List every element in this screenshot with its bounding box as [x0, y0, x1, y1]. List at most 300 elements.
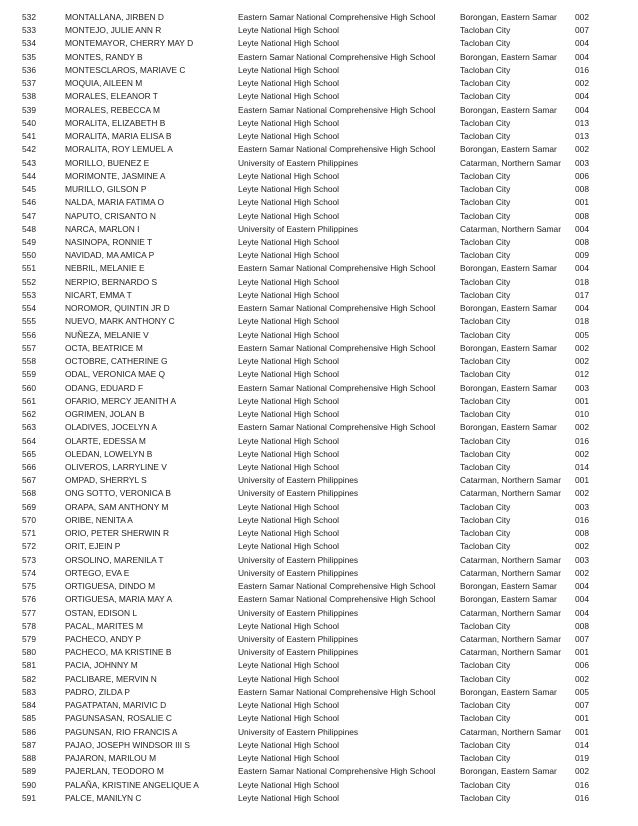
room-code: 001 — [575, 713, 589, 724]
examinee-list — [0, 11, 638, 805]
examinee-name: PADRO, ZILDA P — [65, 686, 130, 697]
room-code: 006 — [575, 170, 589, 181]
examinee-name: NASINOPA, RONNIE T — [65, 236, 153, 247]
school-name: Leyte National High School — [238, 236, 340, 247]
examinee-name: OSTAN, EDISON L — [65, 607, 137, 618]
examinee-name: MORALES, ELEANOR T — [65, 91, 158, 102]
table-row — [0, 554, 638, 567]
row-number: 564 — [22, 435, 36, 446]
room-code: 004 — [575, 91, 589, 102]
school-location: Borongan, Eastern Samar — [460, 303, 557, 314]
school-name: Leyte National High School — [238, 184, 340, 195]
room-code: 002 — [575, 567, 589, 578]
table-row — [0, 580, 638, 593]
examinee-name: PAGUNSAN, RIO FRANCIS A — [65, 726, 178, 737]
school-location: Borongan, Eastern Samar — [460, 104, 557, 115]
row-number: 585 — [22, 713, 36, 724]
row-number: 584 — [22, 700, 36, 711]
row-number: 571 — [22, 528, 36, 539]
school-name: Leyte National High School — [238, 250, 340, 261]
examinee-name: NUEVO, MARK ANTHONY C — [65, 316, 175, 327]
examinee-name: ORSOLINO, MARENILA T — [65, 554, 164, 565]
table-row — [0, 143, 638, 156]
examinee-name: OLADIVES, JOCELYN A — [65, 422, 158, 433]
table-row — [0, 24, 638, 37]
examinee-name: MONTEMAYOR, CHERRY MAY D — [65, 38, 194, 49]
row-number: 539 — [22, 104, 36, 115]
table-row — [0, 461, 638, 474]
row-number: 559 — [22, 369, 36, 380]
room-code: 014 — [575, 739, 589, 750]
school-location: Catarman, Northern Samar — [460, 157, 562, 168]
room-code: 013 — [575, 131, 589, 142]
school-name: Leyte National High School — [238, 461, 340, 472]
school-name: Eastern Samar National Comprehensive High School — [238, 382, 436, 393]
row-number: 560 — [22, 382, 36, 393]
table-row — [0, 699, 638, 712]
school-location: Tacloban City — [460, 210, 511, 221]
row-number: 544 — [22, 170, 36, 181]
examinee-name: OGRIMEN, JOLAN B — [65, 409, 145, 420]
room-code: 001 — [575, 197, 589, 208]
school-name: Leyte National High School — [238, 369, 340, 380]
row-number: 579 — [22, 634, 36, 645]
table-row — [0, 739, 638, 752]
school-name: Eastern Samar National Comprehensive High School — [238, 303, 436, 314]
row-number: 546 — [22, 197, 36, 208]
school-name: Leyte National High School — [238, 528, 340, 539]
table-row — [0, 792, 638, 805]
table-row — [0, 77, 638, 90]
row-number: 533 — [22, 25, 36, 36]
school-location: Tacloban City — [460, 739, 511, 750]
school-location: Tacloban City — [460, 753, 511, 764]
examinee-name: PALAÑA, KRISTINE ANGELIQUE A — [65, 779, 199, 790]
row-number: 537 — [22, 78, 36, 89]
school-name: University of Eastern Philippines — [238, 647, 359, 658]
table-row — [0, 448, 638, 461]
table-row — [0, 104, 638, 117]
school-name: Leyte National High School — [238, 210, 340, 221]
room-code: 002 — [575, 448, 589, 459]
school-name: University of Eastern Philippines — [238, 488, 359, 499]
school-name: Leyte National High School — [238, 78, 340, 89]
row-number: 558 — [22, 356, 36, 367]
school-name: Leyte National High School — [238, 620, 340, 631]
room-code: 002 — [575, 356, 589, 367]
row-number: 589 — [22, 766, 36, 777]
room-code: 003 — [575, 501, 589, 512]
row-number: 576 — [22, 594, 36, 605]
school-name: Eastern Samar National Comprehensive High School — [238, 342, 436, 353]
examinee-name: OLEDAN, LOWELYN B — [65, 448, 153, 459]
school-location: Tacloban City — [460, 501, 511, 512]
table-row — [0, 276, 638, 289]
school-name: Leyte National High School — [238, 38, 340, 49]
examinee-name: ORIBE, NENITA A — [65, 514, 133, 525]
table-row — [0, 408, 638, 421]
school-location: Tacloban City — [460, 395, 511, 406]
table-row — [0, 726, 638, 739]
room-code: 010 — [575, 409, 589, 420]
room-code: 008 — [575, 620, 589, 631]
room-code: 006 — [575, 660, 589, 671]
examinee-name: MONTEJO, JULIE ANN R — [65, 25, 162, 36]
examinee-name: OMPAD, SHERRYL S — [65, 475, 147, 486]
school-name: Leyte National High School — [238, 64, 340, 75]
room-code: 017 — [575, 289, 589, 300]
row-number: 543 — [22, 157, 36, 168]
examinee-name: ODANG, EDUARD F — [65, 382, 144, 393]
school-name: Leyte National High School — [238, 514, 340, 525]
room-code: 018 — [575, 276, 589, 287]
school-location: Borongan, Eastern Samar — [460, 594, 557, 605]
table-row — [0, 487, 638, 500]
room-code: 001 — [575, 726, 589, 737]
room-code: 004 — [575, 594, 589, 605]
school-name: Eastern Samar National Comprehensive High School — [238, 263, 436, 274]
school-location: Tacloban City — [460, 316, 511, 327]
school-location: Borongan, Eastern Samar — [460, 342, 557, 353]
table-row — [0, 130, 638, 143]
room-code: 016 — [575, 64, 589, 75]
school-name: University of Eastern Philippines — [238, 157, 359, 168]
room-code: 002 — [575, 488, 589, 499]
room-code: 001 — [575, 647, 589, 658]
room-code: 003 — [575, 554, 589, 565]
school-location: Borongan, Eastern Samar — [460, 382, 557, 393]
room-code: 002 — [575, 673, 589, 684]
school-location: Tacloban City — [460, 779, 511, 790]
examinee-name: MORALITA, ROY LEMUEL A — [65, 144, 173, 155]
school-name: University of Eastern Philippines — [238, 634, 359, 645]
room-code: 009 — [575, 250, 589, 261]
row-number: 590 — [22, 779, 36, 790]
examinee-name: MORILLO, BUENEZ E — [65, 157, 150, 168]
examinee-name: MONTALLANA, JIRBEN D — [65, 12, 164, 22]
school-name: Eastern Samar National Comprehensive High School — [238, 581, 436, 592]
table-row — [0, 474, 638, 487]
row-number: 581 — [22, 660, 36, 671]
school-name: Eastern Samar National Comprehensive High School — [238, 104, 436, 115]
row-number: 542 — [22, 144, 36, 155]
row-number: 583 — [22, 686, 36, 697]
row-number: 532 — [22, 12, 36, 22]
examinee-name: MURILLO, GILSON P — [65, 184, 147, 195]
row-number: 563 — [22, 422, 36, 433]
examinee-name: OCTOBRE, CATHERINE G — [65, 356, 168, 367]
row-number: 557 — [22, 342, 36, 353]
row-number: 572 — [22, 541, 36, 552]
examinee-name: ORIT, EJEIN P — [65, 541, 121, 552]
examinee-name: ORTIGUESA, MARIA MAY A — [65, 594, 173, 605]
school-name: Leyte National High School — [238, 739, 340, 750]
examinee-name: NERPIO, BERNARDO S — [65, 276, 158, 287]
table-row — [0, 593, 638, 606]
school-location: Tacloban City — [460, 276, 511, 287]
school-name: Leyte National High School — [238, 753, 340, 764]
table-row — [0, 329, 638, 342]
row-number: 588 — [22, 753, 36, 764]
room-code: 005 — [575, 686, 589, 697]
school-location: Tacloban City — [460, 117, 511, 128]
table-row — [0, 11, 638, 24]
row-number: 550 — [22, 250, 36, 261]
table-row — [0, 752, 638, 765]
table-row — [0, 620, 638, 633]
row-number: 545 — [22, 184, 36, 195]
school-name: Leyte National High School — [238, 673, 340, 684]
row-number: 570 — [22, 514, 36, 525]
examinee-name: MORALITA, MARIA ELISA B — [65, 131, 172, 142]
school-location: Tacloban City — [460, 409, 511, 420]
examinee-name: PACIA, JOHNNY M — [65, 660, 138, 671]
row-number: 566 — [22, 461, 36, 472]
table-row — [0, 527, 638, 540]
table-row — [0, 355, 638, 368]
school-location: Tacloban City — [460, 673, 511, 684]
row-number: 541 — [22, 131, 36, 142]
row-number: 586 — [22, 726, 36, 737]
table-row — [0, 382, 638, 395]
school-location: Tacloban City — [460, 170, 511, 181]
examinee-name: PALCE, MANILYN C — [65, 792, 142, 803]
examinee-name: ORTIGUESA, DINDO M — [65, 581, 156, 592]
table-row — [0, 712, 638, 725]
row-number: 540 — [22, 117, 36, 128]
room-code: 013 — [575, 117, 589, 128]
school-name: Leyte National High School — [238, 713, 340, 724]
room-code: 002 — [575, 766, 589, 777]
room-code: 008 — [575, 236, 589, 247]
room-code: 004 — [575, 607, 589, 618]
room-code: 004 — [575, 51, 589, 62]
examinee-name: ORAPA, SAM ANTHONY M — [65, 501, 169, 512]
room-code: 003 — [575, 382, 589, 393]
school-location: Borongan, Eastern Samar — [460, 263, 557, 274]
row-number: 577 — [22, 607, 36, 618]
row-number: 554 — [22, 303, 36, 314]
school-name: Leyte National High School — [238, 329, 340, 340]
examinee-name: OLIVEROS, LARRYLINE V — [65, 461, 167, 472]
school-location: Borongan, Eastern Samar — [460, 144, 557, 155]
room-code: 016 — [575, 435, 589, 446]
school-name: Leyte National High School — [238, 792, 340, 803]
table-row — [0, 646, 638, 659]
school-location: Catarman, Northern Samar — [460, 223, 562, 234]
school-name: Leyte National High School — [238, 25, 340, 36]
room-code: 016 — [575, 514, 589, 525]
row-number: 574 — [22, 567, 36, 578]
room-code: 004 — [575, 223, 589, 234]
examinee-name: NUÑEZA, MELANIE V — [65, 329, 149, 340]
table-row — [0, 342, 638, 355]
row-number: 568 — [22, 488, 36, 499]
room-code: 004 — [575, 303, 589, 314]
school-name: Eastern Samar National Comprehensive High School — [238, 766, 436, 777]
row-number: 535 — [22, 51, 36, 62]
room-code: 002 — [575, 144, 589, 155]
school-location: Borongan, Eastern Samar — [460, 686, 557, 697]
school-name: Eastern Samar National Comprehensive High School — [238, 144, 436, 155]
table-row — [0, 395, 638, 408]
table-row — [0, 659, 638, 672]
school-location: Borongan, Eastern Samar — [460, 51, 557, 62]
row-number: 569 — [22, 501, 36, 512]
examinee-name: PACHECO, MA KRISTINE B — [65, 647, 172, 658]
table-row — [0, 51, 638, 64]
examinee-name: MORALES, REBECCA M — [65, 104, 160, 115]
school-name: University of Eastern Philippines — [238, 567, 359, 578]
row-number: 536 — [22, 64, 36, 75]
school-location: Borongan, Eastern Samar — [460, 422, 557, 433]
school-location: Tacloban City — [460, 289, 511, 300]
room-code: 001 — [575, 395, 589, 406]
school-name: Leyte National High School — [238, 501, 340, 512]
school-location: Catarman, Northern Samar — [460, 475, 562, 486]
row-number: 552 — [22, 276, 36, 287]
table-row — [0, 183, 638, 196]
school-location: Tacloban City — [460, 660, 511, 671]
school-name: Leyte National High School — [238, 117, 340, 128]
room-code: 007 — [575, 700, 589, 711]
school-name: Leyte National High School — [238, 395, 340, 406]
examinee-name: PAJAO, JOSEPH WINDSOR III S — [65, 739, 191, 750]
school-location: Tacloban City — [460, 792, 511, 803]
school-location: Tacloban City — [460, 356, 511, 367]
row-number: 555 — [22, 316, 36, 327]
examinee-name: OCTA, BEATRICE M — [65, 342, 143, 353]
school-location: Tacloban City — [460, 197, 511, 208]
school-location: Catarman, Northern Samar — [460, 567, 562, 578]
school-name: University of Eastern Philippines — [238, 726, 359, 737]
table-row — [0, 540, 638, 553]
table-row — [0, 262, 638, 275]
room-code: 008 — [575, 210, 589, 221]
table-row — [0, 435, 638, 448]
school-location: Tacloban City — [460, 184, 511, 195]
table-row — [0, 633, 638, 646]
room-code: 002 — [575, 541, 589, 552]
school-name: University of Eastern Philippines — [238, 475, 359, 486]
school-location: Tacloban City — [460, 25, 511, 36]
table-row — [0, 37, 638, 50]
examinee-name: NICART, EMMA T — [65, 289, 132, 300]
school-location: Tacloban City — [460, 435, 511, 446]
examinee-name: PAGUNSASAN, ROSALIE C — [65, 713, 172, 724]
table-row — [0, 368, 638, 381]
examinee-name: PACAL, MARITES M — [65, 620, 144, 631]
room-code: 016 — [575, 779, 589, 790]
school-location: Tacloban City — [460, 64, 511, 75]
school-location: Borongan, Eastern Samar — [460, 12, 557, 22]
table-row — [0, 514, 638, 527]
examinee-name: PAGATPATAN, MARIVIC D — [65, 700, 167, 711]
school-name: Leyte National High School — [238, 197, 340, 208]
examinee-name: MORALITA, ELIZABETH B — [65, 117, 166, 128]
row-number: 567 — [22, 475, 36, 486]
room-code: 004 — [575, 581, 589, 592]
row-number: 534 — [22, 38, 36, 49]
examinee-name: NARCA, MARLON I — [65, 223, 140, 234]
row-number: 549 — [22, 236, 36, 247]
row-number: 587 — [22, 739, 36, 750]
examinee-name: PAJARON, MARILOU M — [65, 753, 157, 764]
row-number: 553 — [22, 289, 36, 300]
school-location: Tacloban City — [460, 250, 511, 261]
row-number: 556 — [22, 329, 36, 340]
school-location: Tacloban City — [460, 541, 511, 552]
table-row — [0, 567, 638, 580]
row-number: 573 — [22, 554, 36, 565]
examinee-name: OFARIO, MERCY JEANITH A — [65, 395, 177, 406]
examinee-name: NAVIDAD, MA AMICA P — [65, 250, 155, 261]
school-location: Tacloban City — [460, 91, 511, 102]
row-number: 562 — [22, 409, 36, 420]
school-location: Catarman, Northern Samar — [460, 607, 562, 618]
school-location: Tacloban City — [460, 329, 511, 340]
school-name: Eastern Samar National Comprehensive High School — [238, 686, 436, 697]
examinee-name: NEBRIL, MELANIE E — [65, 263, 145, 274]
school-location: Catarman, Northern Samar — [460, 634, 562, 645]
school-name: University of Eastern Philippines — [238, 607, 359, 618]
school-location: Tacloban City — [460, 38, 511, 49]
school-location: Catarman, Northern Samar — [460, 647, 562, 658]
table-row — [0, 196, 638, 209]
school-name: Leyte National High School — [238, 316, 340, 327]
school-location: Tacloban City — [460, 620, 511, 631]
room-code: 003 — [575, 157, 589, 168]
school-name: Eastern Samar National Comprehensive High School — [238, 594, 436, 605]
table-row — [0, 90, 638, 103]
row-number: 591 — [22, 792, 36, 803]
school-name: Leyte National High School — [238, 660, 340, 671]
examinee-name: NOROMOR, QUINTIN JR D — [65, 303, 170, 314]
table-row — [0, 223, 638, 236]
table-row — [0, 501, 638, 514]
row-number: 578 — [22, 620, 36, 631]
row-number: 565 — [22, 448, 36, 459]
row-number: 548 — [22, 223, 36, 234]
table-row — [0, 210, 638, 223]
school-name: University of Eastern Philippines — [238, 554, 359, 565]
table-row — [0, 673, 638, 686]
room-code: 005 — [575, 329, 589, 340]
school-location: Tacloban City — [460, 461, 511, 472]
room-code: 004 — [575, 263, 589, 274]
school-name: Eastern Samar National Comprehensive High School — [238, 422, 436, 433]
school-location: Tacloban City — [460, 700, 511, 711]
school-name: Leyte National High School — [238, 779, 340, 790]
school-location: Catarman, Northern Samar — [460, 726, 562, 737]
school-name: Eastern Samar National Comprehensive High School — [238, 51, 436, 62]
room-code: 016 — [575, 792, 589, 803]
school-location: Tacloban City — [460, 713, 511, 724]
school-location: Tacloban City — [460, 131, 511, 142]
row-number: 547 — [22, 210, 36, 221]
row-number: 538 — [22, 91, 36, 102]
school-name: Leyte National High School — [238, 91, 340, 102]
room-code: 002 — [575, 342, 589, 353]
room-code: 007 — [575, 25, 589, 36]
school-location: Catarman, Northern Samar — [460, 488, 562, 499]
table-row — [0, 315, 638, 328]
school-name: Leyte National High School — [238, 131, 340, 142]
school-location: Catarman, Northern Samar — [460, 554, 562, 565]
school-name: Leyte National High School — [238, 170, 340, 181]
school-name: Leyte National High School — [238, 289, 340, 300]
school-name: University of Eastern Philippines — [238, 223, 359, 234]
